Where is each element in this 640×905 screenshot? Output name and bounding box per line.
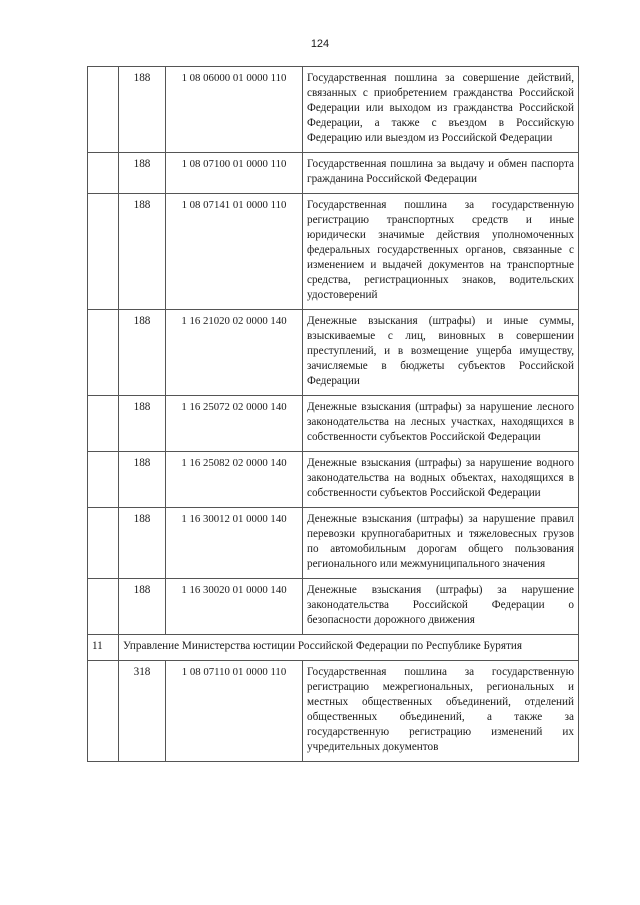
- admin-code-cell: 188: [119, 396, 166, 452]
- budget-code-cell: 1 16 25072 02 0000 140: [166, 396, 303, 452]
- description-cell: Государственная пошлина за выдачу и обмен паспорта гражданина Российской Федерации: [303, 153, 579, 194]
- table-row: [88, 579, 579, 635]
- row-number-cell: [88, 661, 119, 762]
- budget-code-cell: 1 16 25082 02 0000 140: [166, 452, 303, 508]
- admin-code-cell: 188: [119, 508, 166, 579]
- section-title-cell: Управление Министерства юстиции Российской Федерации по Республике Бурятия: [119, 635, 579, 661]
- budget-code-cell: 1 08 07110 01 0000 110: [166, 661, 303, 762]
- admin-code-cell: 318: [119, 661, 166, 762]
- table-row: [88, 194, 579, 310]
- row-number-cell: [88, 508, 119, 579]
- table-row: [88, 153, 579, 194]
- row-number-cell: [88, 579, 119, 635]
- description-cell: Денежные взыскания (штрафы) за нарушение законодательства Российской Федерации о безопасности дорожного движения: [303, 579, 579, 635]
- row-number-cell: [88, 396, 119, 452]
- admin-code-cell: 188: [119, 452, 166, 508]
- description-cell: Государственная пошлина за совершение действий, связанных с приобретением гражданства Российской Федерации или выходом из гражданства Российской Федерации, а также с въездом в Российскую Федерацию или выездом из Российской Федерации: [303, 67, 579, 153]
- description-cell: Денежные взыскания (штрафы) за нарушение водного законодательства на водных объектах, находящихся в собственности субъектов Российской Федерации: [303, 452, 579, 508]
- table-row: [88, 396, 579, 452]
- table-row: [88, 67, 579, 153]
- description-cell: Государственная пошлина за государственную регистрацию транспортных средств и иные юридически значимые действия уполномоченных федеральных государственных органов, связанные с изменением и выдачей документов на транспортные средства, регистрационных знаков, водительских удостоверений: [303, 194, 579, 310]
- budget-code-cell: 1 16 21020 02 0000 140: [166, 310, 303, 396]
- description-cell: Денежные взыскания (штрафы) за нарушение лесного законодательства на лесных участках, находящихся в собственности субъектов Российской Федерации: [303, 396, 579, 452]
- description-cell: Денежные взыскания (штрафы) за нарушение правил перевозки крупногабаритных и тяжеловесных грузов по автомобильным дорогам общего пользования регионального или межмуниципального значения: [303, 508, 579, 579]
- section-number-cell: 11: [88, 635, 119, 661]
- row-number-cell: [88, 194, 119, 310]
- admin-code-cell: 188: [119, 310, 166, 396]
- page-number: 124: [310, 38, 330, 50]
- budget-code-cell: 1 08 07100 01 0000 110: [166, 153, 303, 194]
- row-number-cell: [88, 153, 119, 194]
- row-number-cell: [88, 67, 119, 153]
- budget-code-cell: 1 16 30012 01 0000 140: [166, 508, 303, 579]
- revenue-codes-table: [87, 66, 579, 762]
- description-cell: Государственная пошлина за государственную регистрацию межрегиональных, региональных и местных общественных объединений, отделений общественных объединений, а также за государственную регистрацию изменений их учредительных документов: [303, 661, 579, 762]
- table-row: [88, 452, 579, 508]
- admin-code-cell: 188: [119, 194, 166, 310]
- admin-code-cell: 188: [119, 67, 166, 153]
- budget-code-cell: 1 08 07141 01 0000 110: [166, 194, 303, 310]
- admin-code-cell: 188: [119, 579, 166, 635]
- description-cell: Денежные взыскания (штрафы) и иные суммы, взыскиваемые с лиц, виновных в совершении преступлений, и в возмещение ущерба имуществу, зачисляемые в бюджеты субъектов Российской Федерации: [303, 310, 579, 396]
- section-header-row: [88, 635, 579, 661]
- table-row: [88, 661, 579, 762]
- table-row: [88, 310, 579, 396]
- budget-code-cell: 1 08 06000 01 0000 110: [166, 67, 303, 153]
- budget-code-cell: 1 16 30020 01 0000 140: [166, 579, 303, 635]
- table-row: [88, 508, 579, 579]
- admin-code-cell: 188: [119, 153, 166, 194]
- row-number-cell: [88, 310, 119, 396]
- row-number-cell: [88, 452, 119, 508]
